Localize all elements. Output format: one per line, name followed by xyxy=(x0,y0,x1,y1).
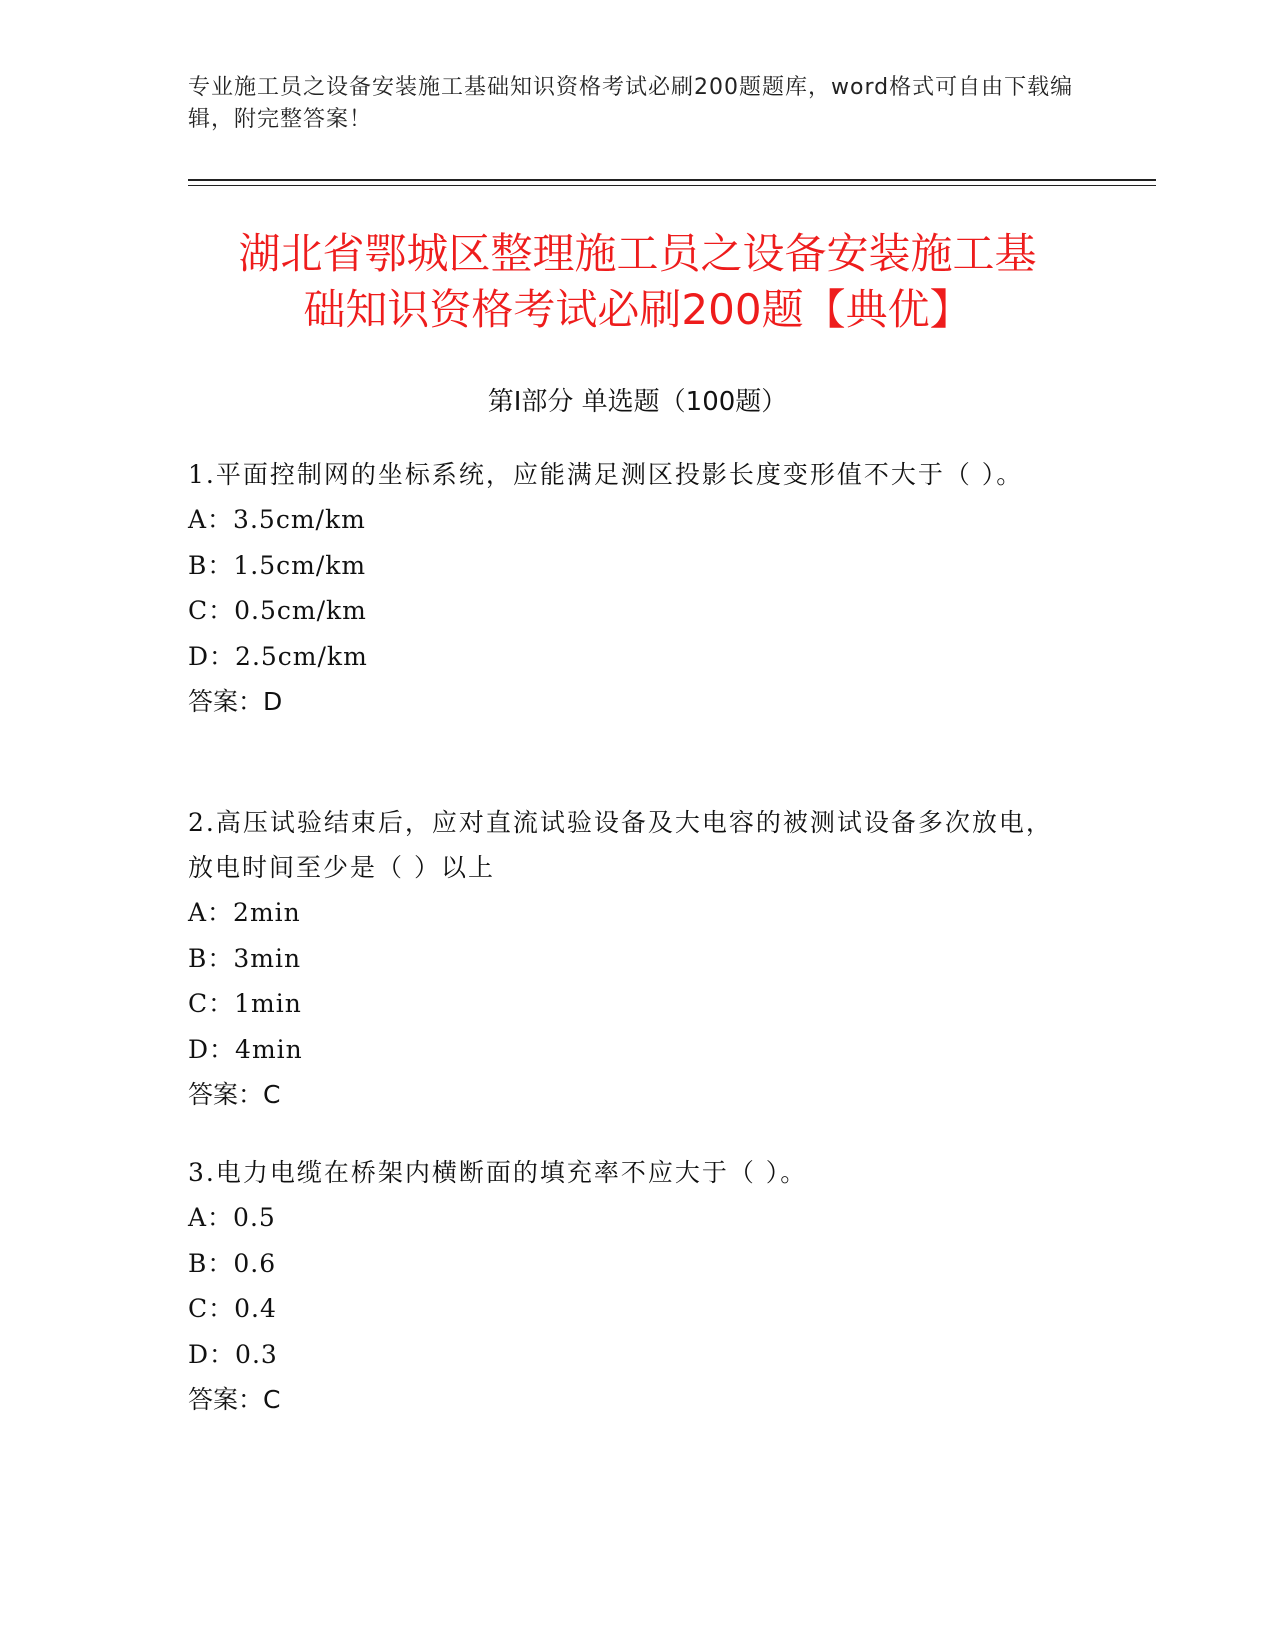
option-d: D：2.5cm/km xyxy=(188,641,368,671)
answer-line: 答案：D xyxy=(188,687,283,716)
question-2 xyxy=(188,800,1068,1118)
question-3 xyxy=(188,1150,1068,1423)
option-d: D：0.3 xyxy=(188,1339,278,1369)
section-heading: 第Ⅰ部分 单选题（100题） xyxy=(487,387,788,417)
question-stem: 1.平面控制网的坐标系统，应能满足测区投影长度变形值不大于（ ）。 xyxy=(188,460,1024,489)
question-stem: 2.高压试验结束后，应对直流试验设备及大电容的被测试设备多次放电，放电时间至少是（ ）以上 xyxy=(188,808,1053,882)
option-b: B：3min xyxy=(188,943,302,973)
header-rule-thin xyxy=(188,185,1156,186)
option-b: B：1.5cm/km xyxy=(188,550,367,580)
document-title xyxy=(160,226,1115,338)
option-c: C：1min xyxy=(188,989,302,1018)
option-b: B：0.6 xyxy=(188,1248,277,1278)
header-rule-thick xyxy=(188,179,1156,181)
option-a: A：0.5 xyxy=(188,1203,276,1232)
option-c: C：0.5cm/km xyxy=(188,596,367,625)
document-title-line-1: 湖北省鄂城区整理施工员之设备安装施工基 xyxy=(238,229,1037,278)
option-c: C：0.4 xyxy=(188,1294,277,1323)
option-a: A：2min xyxy=(188,898,301,927)
answer-line: 答案：C xyxy=(188,1080,281,1109)
question-1 xyxy=(188,452,1068,725)
option-d: D：4min xyxy=(188,1034,303,1064)
document-title-line-2: 础知识资格考试必刷200题【典优】 xyxy=(303,285,972,334)
answer-line: 答案：C xyxy=(188,1385,281,1414)
option-a: A：3.5cm/km xyxy=(188,505,366,534)
question-stem: 3.电力电缆在桥架内横断面的填充率不应大于（ ）。 xyxy=(188,1158,808,1187)
document-header-note: 专业施工员之设备安装施工基础知识资格考试必刷200题题库，word格式可自由下载编辑，附完整答案！ xyxy=(188,75,1074,132)
